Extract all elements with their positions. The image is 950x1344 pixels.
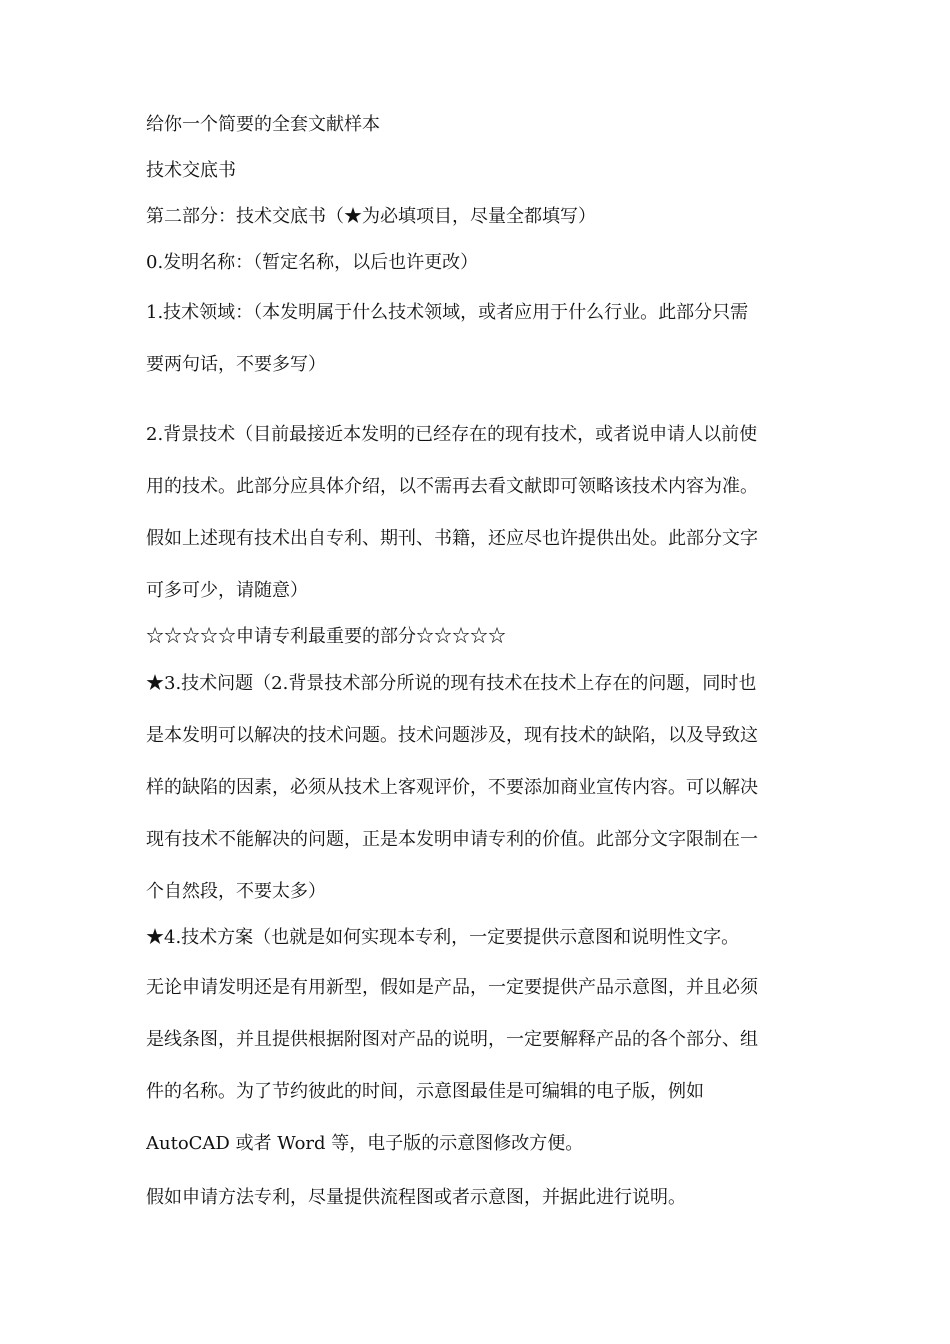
technical-solution-line-2: 无论申请发明还是有用新型，假如是产品，一定要提供产品示意图，并且必须 [146,977,758,998]
part-two-heading: 第二部分：技术交底书（★为必填项目，尽量全都填写） [146,206,596,227]
technical-problem-line-3: 样的缺陷的因素，必须从技术上客观评价，不要添加商业宣传内容。可以解决 [146,777,758,798]
technical-problem-line-4: 现有技术不能解决的问题，正是本发明申请专利的价值。此部分文字限制在一 [146,829,758,850]
important-section-banner: ☆☆☆☆☆申请专利最重要的部分☆☆☆☆☆ [146,626,506,647]
method-patent-note: 假如申请方法专利，尽量提供流程图或者示意图，并据此进行说明。 [146,1187,686,1208]
technical-field-continuation: 要两句话，不要多写） [146,354,326,375]
technical-solution-line-5: AutoCAD 或者 Word 等，电子版的示意图修改方便。 [146,1133,584,1154]
background-art-line-2: 用的技术。此部分应具体介绍，以不需再去看文献即可领略该技术内容为准。 [146,476,758,497]
technical-problem-line-5: 个自然段，不要太多） [146,881,326,902]
document-body [146,112,798,1211]
technical-solution-item: ★4.技术方案（也就是如何实现本专利，一定要提供示意图和说明性文字。 [146,927,740,948]
invention-name-item: 0.发明名称：（暂定名称，以后也许更改） [146,252,479,273]
technical-field-item: 1.技术领域：（本发明属于什么技术领域，或者应用于什么行业。此部分只需 [146,302,749,323]
disclosure-title: 技术交底书 [146,160,236,181]
technical-solution-line-3: 是线条图，并且提供根据附图对产品的说明，一定要解释产品的各个部分、组 [146,1029,758,1050]
background-art-line-3: 假如上述现有技术出自专利、期刊、书籍，还应尽也许提供出处。此部分文字 [146,528,758,549]
background-art-line-4: 可多可少，请随意） [146,580,308,601]
technical-problem-line-2: 是本发明可以解决的技术问题。技术问题涉及，现有技术的缺陷，以及导致这 [146,725,758,746]
intro-line: 给你一个简要的全套文献样本 [146,114,380,135]
technical-problem-item: ★3.技术问题（2.背景技术部分所说的现有技术在技术上存在的问题，同时也 [146,673,757,694]
background-art-item: 2.背景技术（目前最接近本发明的已经存在的现有技术，或者说申请人以前使 [146,424,758,445]
technical-solution-line-4: 件的名称。为了节约彼此的时间，示意图最佳是可编辑的电子版，例如 [146,1081,704,1102]
